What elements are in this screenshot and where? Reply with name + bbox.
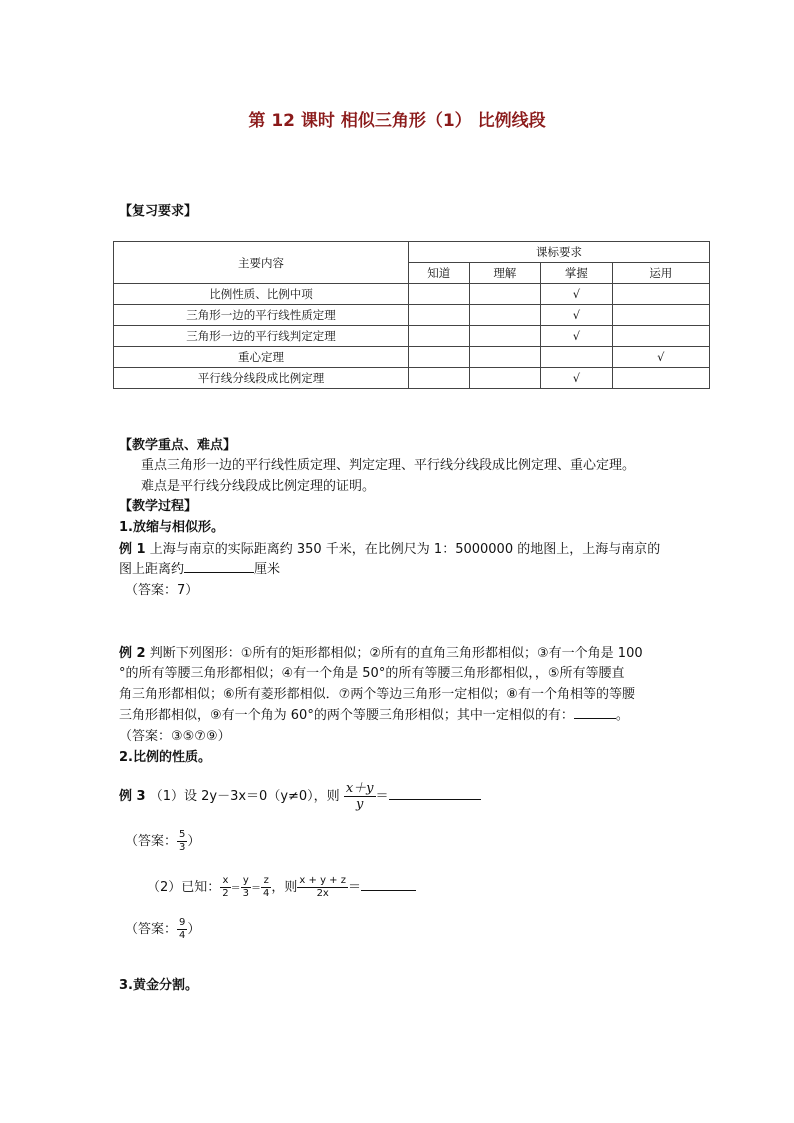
example-1-text: 图上距离约 xyxy=(119,562,185,577)
requirement-row xyxy=(114,284,710,305)
fraction-denominator: 4 xyxy=(179,930,186,941)
check-mark: √ xyxy=(541,368,613,389)
example-3-part1 xyxy=(119,782,481,811)
example-1 xyxy=(119,540,660,560)
fraction xyxy=(261,876,271,899)
fraction-denominator: y xyxy=(355,797,364,812)
answer-suffix: ） xyxy=(187,834,201,849)
answer-blank xyxy=(184,560,254,573)
fraction-denominator: 4 xyxy=(263,888,270,899)
fraction-denominator: 3 xyxy=(242,888,250,899)
answer-blank xyxy=(574,706,616,719)
example-2-line2: °的所有等腰三角形都相似；④有一个角是 50°的所有等腰三角形都相似，，⑤所有等腰直 xyxy=(119,666,625,681)
level-header: 知道 xyxy=(408,263,469,284)
fraction-numerator: x＋y xyxy=(345,781,374,796)
example-2-answer: （答案：③⑤⑦⑨） xyxy=(119,729,231,744)
requirement-cell xyxy=(469,326,541,347)
fraction-denominator: 3 xyxy=(179,842,186,853)
equals-sign: ＝ xyxy=(347,880,361,895)
requirement-cell xyxy=(612,284,709,305)
review-heading: 【复习要求】 xyxy=(119,204,198,219)
focus-key-points: 重点三角形一边的平行线性质定理、判定定理、平行线分线段成比例定理、重心定理。 xyxy=(141,458,636,473)
requirement-row xyxy=(114,305,710,326)
example-3-text: （1）设 2y－3x＝0（y≠0），则 xyxy=(149,789,340,804)
example-1-answer: （答案：7） xyxy=(125,583,199,598)
focus-heading: 【教学重点、难点】 xyxy=(119,438,237,453)
page-title: 第 12 课时 相似三角形（1） 比例线段 xyxy=(248,111,546,131)
fraction xyxy=(177,918,187,941)
fraction xyxy=(344,782,376,811)
requirement-cell xyxy=(469,305,541,326)
example-3b-answer xyxy=(125,918,200,941)
fraction xyxy=(177,830,187,853)
answer-prefix: （答案： xyxy=(125,922,178,937)
equals-sign: ＝ xyxy=(230,883,241,894)
check-mark: √ xyxy=(612,347,709,368)
level-header: 运用 xyxy=(612,263,709,284)
fraction xyxy=(297,876,348,899)
requirement-row xyxy=(114,326,710,347)
section-2-heading: 2.比例的性质。 xyxy=(119,750,211,765)
requirement-cell xyxy=(408,347,469,368)
fraction-denominator: 2 xyxy=(222,888,229,899)
answer-suffix: ） xyxy=(187,922,201,937)
fraction-numerator: x + y + z xyxy=(299,875,346,886)
check-mark: √ xyxy=(541,326,613,347)
example-3b-text: （2）已知： xyxy=(147,880,221,895)
process-heading: 【教学过程】 xyxy=(119,499,198,514)
fraction-denominator: 2x xyxy=(316,888,329,899)
requirement-cell xyxy=(469,347,541,368)
requirements-table xyxy=(113,241,710,389)
example-label: 例 1 xyxy=(119,542,146,557)
requirement-row xyxy=(114,368,710,389)
requirement-row xyxy=(114,347,710,368)
level-header: 掌握 xyxy=(541,263,613,284)
example-1-text: 上海与南京的实际距离约 350 千米，在比例尺为 1：5000000 的地图上，上海与南京的 xyxy=(145,542,661,557)
answer-blank xyxy=(389,787,481,800)
requirement-name: 三角形一边的平行线性质定理 xyxy=(114,305,409,326)
check-mark: √ xyxy=(541,305,613,326)
unit-label: 厘米 xyxy=(254,562,281,577)
requirement-cell xyxy=(612,368,709,389)
fraction xyxy=(220,876,230,899)
requirement-cell xyxy=(408,305,469,326)
fraction-numerator: 9 xyxy=(179,917,186,928)
answer-prefix: （答案： xyxy=(125,834,178,849)
example-3-part2 xyxy=(147,876,416,899)
header-standard: 课标要求 xyxy=(408,242,709,263)
example-2 xyxy=(119,644,643,664)
example-2-text: 三角形都相似，⑨有一个角为 60°的两个等腰三角形相似；其中一定相似的有： xyxy=(119,708,574,723)
example-label: 例 2 xyxy=(119,646,146,661)
fraction-numerator: x xyxy=(220,876,230,888)
focus-difficulty: 难点是平行线分线段成比例定理的证明。 xyxy=(141,479,376,494)
requirement-name: 平行线分线段成比例定理 xyxy=(114,368,409,389)
requirement-cell xyxy=(612,305,709,326)
requirement-cell xyxy=(408,368,469,389)
example-label: 例 3 xyxy=(119,789,146,804)
period: 。 xyxy=(615,708,629,723)
section-1-heading: 1.放缩与相似形。 xyxy=(119,520,224,535)
level-header: 理解 xyxy=(469,263,541,284)
example-2-line3: 角三角形都相似；⑥所有菱形都相似．⑦两个等边三角形一定相似；⑧有一个角相等的等腰 xyxy=(119,687,635,702)
example-3-answer xyxy=(125,830,200,853)
check-mark: √ xyxy=(541,284,613,305)
fraction-numerator: z xyxy=(261,876,271,888)
requirement-cell xyxy=(408,284,469,305)
example-2-line4 xyxy=(119,706,629,726)
requirement-name: 比例性质、比例中项 xyxy=(114,284,409,305)
example-1-line2 xyxy=(119,560,280,580)
requirement-cell xyxy=(408,326,469,347)
answer-blank xyxy=(361,878,416,891)
requirement-cell xyxy=(541,347,613,368)
fraction xyxy=(241,876,251,899)
section-3-heading: 3.黄金分割。 xyxy=(119,978,198,993)
equals-sign: ＝ xyxy=(375,789,389,804)
requirement-cell xyxy=(469,368,541,389)
header-content: 主要内容 xyxy=(114,242,409,284)
requirement-name: 三角形一边的平行线判定定理 xyxy=(114,326,409,347)
example-2-text: 判断下列图形：①所有的矩形都相似；②所有的直角三角形都相似；③有一个角是 100 xyxy=(145,646,643,661)
requirement-cell xyxy=(469,284,541,305)
equals-sign: ＝ xyxy=(251,883,262,894)
then-text: ，则 xyxy=(271,880,298,895)
fraction-numerator: y xyxy=(241,876,251,888)
fraction-numerator: 5 xyxy=(179,829,186,840)
requirement-name: 重心定理 xyxy=(114,347,409,368)
requirement-cell xyxy=(612,326,709,347)
